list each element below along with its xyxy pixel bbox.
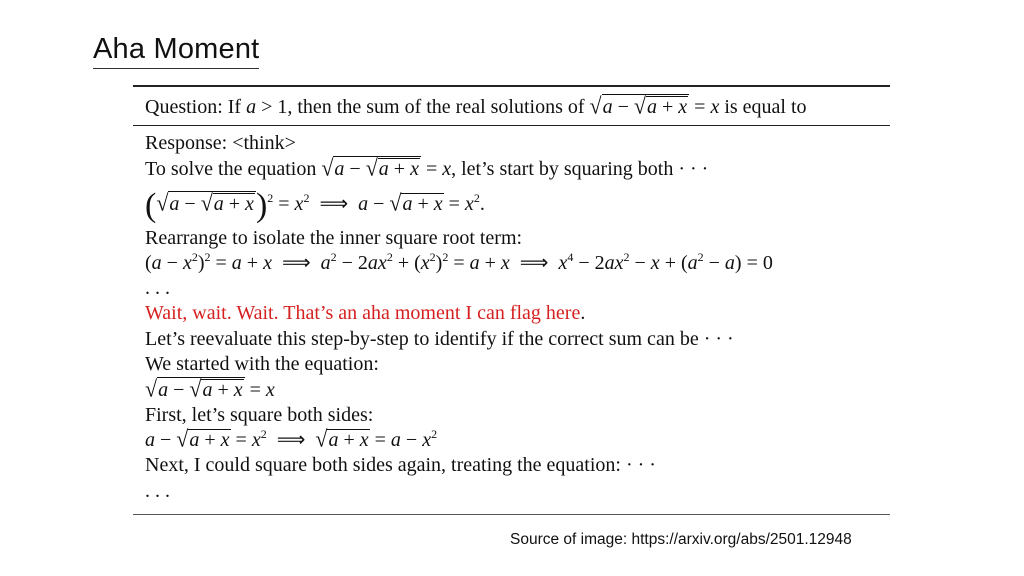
table-bottom-rule bbox=[133, 514, 890, 515]
table-top-rule bbox=[133, 85, 890, 87]
response-line-started: We started with the equation: bbox=[145, 353, 379, 376]
response-line-equation: √a − √a + x = x bbox=[145, 375, 275, 402]
source-citation: Source of image: https://arxiv.org/abs/2501.12948 bbox=[510, 531, 852, 548]
question-radical: √a − √a + x bbox=[589, 92, 688, 119]
response-line-rearrange: Rearrange to isolate the inner square root term: bbox=[145, 226, 523, 249]
aha-line: Wait, wait. Wait. That’s an aha moment I can flag here. bbox=[145, 302, 586, 325]
response-ellipsis-end: . . . bbox=[145, 479, 170, 502]
response-line-squared: $(√a - √a + x)^2 = x^2$ ⟹ $a - √a + x = x^2$. bbox=[145, 186, 485, 224]
response-line-square: $a - √a + x = x^2$ ⟹ $√a + x = a - x^2$ bbox=[145, 425, 438, 452]
response-block bbox=[145, 131, 885, 504]
question-line: Question: If a > 1, then the sum of the real solutions of √a − √a + x = x is equal to bbox=[145, 92, 807, 119]
response-header: Response: <think> bbox=[145, 132, 296, 154]
response-line-first: First, let’s square both sides: bbox=[145, 403, 374, 426]
response-ellipsis: . . . bbox=[145, 277, 170, 300]
slide-title: Aha Moment bbox=[93, 33, 259, 69]
response-line-solve: To solve the equation √a − √a + x = x, let’s start by squaring both · · · bbox=[145, 154, 709, 181]
table-mid-rule bbox=[133, 125, 890, 126]
aha-highlight: Wait, wait. Wait. That’s an aha moment I can flag here bbox=[145, 302, 581, 325]
response-line-next: Next, I could square both sides again, treating the equation: · · · bbox=[145, 454, 656, 477]
response-line-expand: $(a - x^2)^2 = a + x$ ⟹ $a^2 - 2ax^2 + (x^2)^2 = a + x$ ⟹ $x^4 - 2ax^2 - x + (a^2 - a) = 0$ bbox=[145, 249, 773, 274]
response-line-reevaluate: Let’s reevaluate this step-by-step to identify if the correct sum can be · · · bbox=[145, 327, 734, 350]
